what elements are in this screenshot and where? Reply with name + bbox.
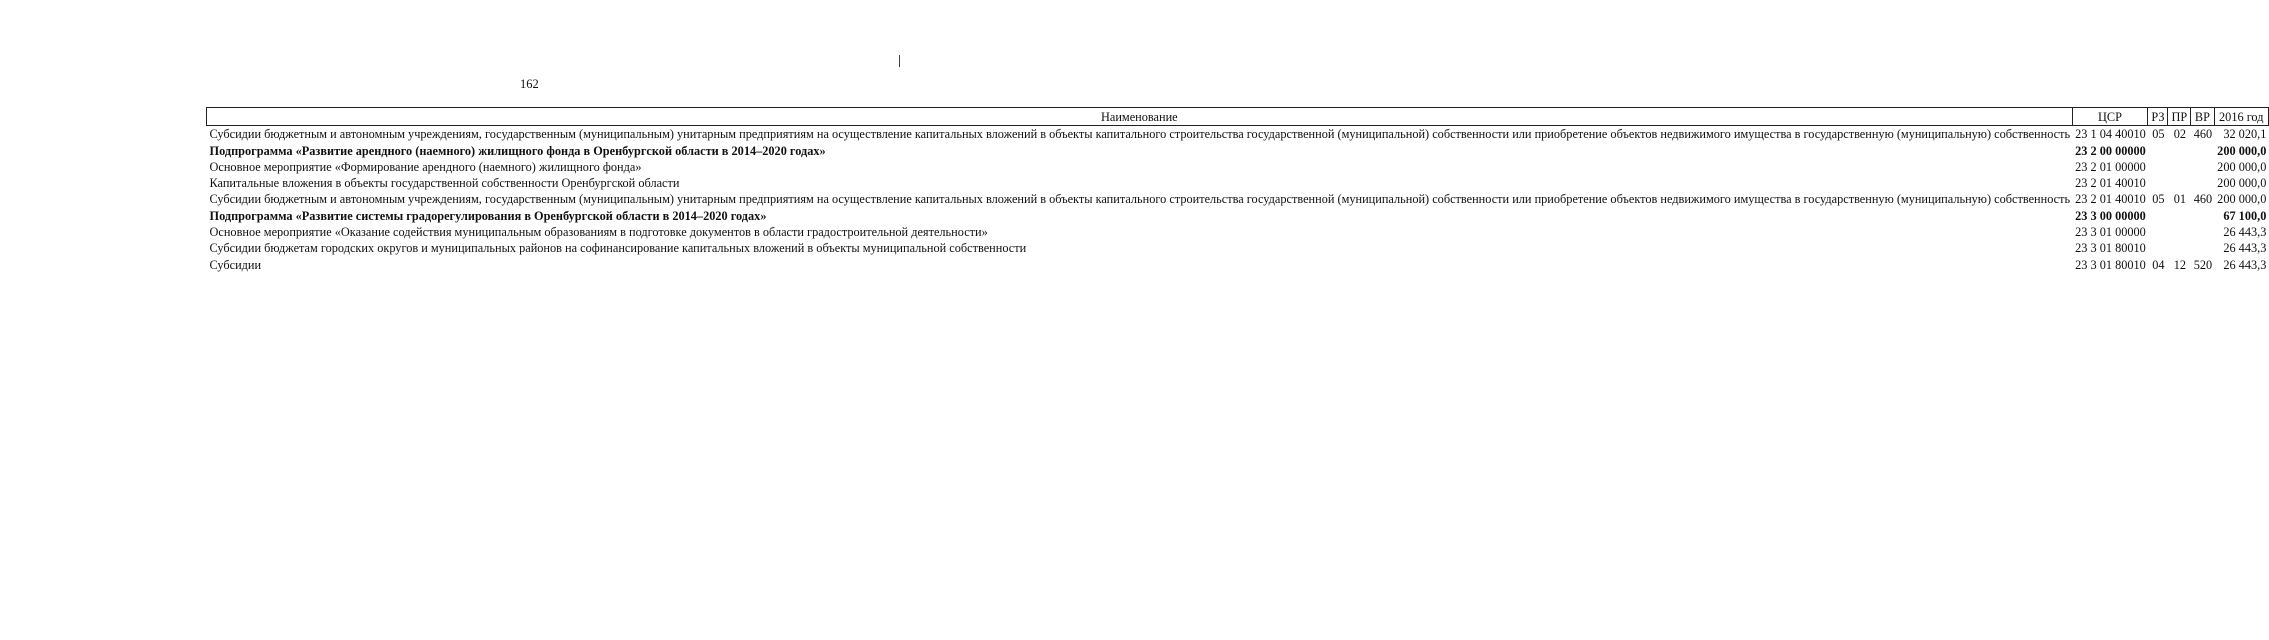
row-name: Капитальные вложения в объекты государственной собственности Оренбургской области — [209, 176, 680, 191]
row-pr: 01 — [2173, 192, 2186, 207]
row-rz — [2148, 224, 2168, 240]
header-pr: ПР — [2168, 108, 2191, 126]
row-name: Подпрограмма «Развитие арендного (наемного) жилищного фонда в Оренбургской области в 2014–2020 годах» — [209, 143, 826, 158]
row-name: Основное мероприятие «Формирование арендного (наемного) жилищного фонда» — [209, 159, 642, 174]
row-amount: 26 443,3 — [2223, 241, 2267, 256]
row-rz: 05 — [2152, 192, 2165, 207]
table-row — [207, 257, 2269, 273]
row-rz — [2148, 159, 2168, 175]
row-amount: 26 443,3 — [2223, 257, 2267, 272]
row-vr: 460 — [2193, 127, 2213, 142]
row-pr — [2168, 175, 2191, 191]
table-row — [207, 175, 2269, 191]
row-vr — [2191, 240, 2214, 256]
row-csr: 23 3 01 80010 — [2075, 241, 2146, 256]
row-amount: 32 020,1 — [2223, 127, 2267, 142]
table-body — [207, 126, 2269, 273]
row-csr: 23 3 01 00000 — [2075, 225, 2146, 240]
header-vr: ВР — [2191, 108, 2214, 126]
row-amount: 67 100,0 — [2223, 208, 2267, 223]
row-name: Подпрограмма «Развитие системы градорегулирования в Оренбургской области в 2014–2020 годах» — [209, 208, 767, 223]
table-row — [207, 191, 2269, 207]
row-pr — [2168, 159, 2191, 175]
table-row — [207, 240, 2269, 256]
page-number: 162 — [520, 77, 539, 91]
row-vr: 460 — [2193, 192, 2213, 207]
row-pr: 12 — [2173, 257, 2186, 272]
header-csr: ЦСР — [2072, 108, 2148, 126]
table-header-row — [207, 108, 2269, 126]
row-name: Основное мероприятие «Оказание содействия муниципальным образованиям в подготовке документов в области градостроительной деятельности» — [209, 225, 988, 240]
row-vr: 520 — [2193, 257, 2213, 272]
edge-mark — [899, 55, 900, 67]
row-vr — [2191, 175, 2214, 191]
table-row — [207, 224, 2269, 240]
row-rz — [2148, 208, 2168, 224]
row-csr: 23 2 00 00000 — [2075, 143, 2146, 158]
row-name: Субсидии бюджетам городских округов и муниципальных районов на софинансирование капитальных вложений в объекты муниципальной собственности — [209, 241, 1027, 256]
row-csr: 23 3 01 80010 — [2075, 257, 2146, 272]
row-vr — [2191, 224, 2214, 240]
row-pr — [2168, 143, 2191, 159]
row-pr — [2168, 240, 2191, 256]
row-csr: 23 2 01 40010 — [2075, 176, 2146, 191]
row-rz — [2148, 143, 2168, 159]
header-amount: 2016 год — [2214, 108, 2268, 126]
row-rz — [2148, 175, 2168, 191]
table-row — [207, 208, 2269, 224]
row-rz: 04 — [2152, 257, 2165, 272]
row-amount: 26 443,3 — [2223, 225, 2267, 240]
row-amount: 200 000,0 — [2217, 176, 2267, 191]
row-vr — [2191, 143, 2214, 159]
row-rz — [2148, 240, 2168, 256]
row-rz: 05 — [2152, 127, 2165, 142]
row-name: Субсидии — [209, 257, 262, 272]
row-csr: 23 3 00 00000 — [2075, 208, 2146, 223]
row-vr — [2191, 208, 2214, 224]
row-amount: 200 000,0 — [2217, 192, 2267, 207]
row-amount: 200 000,0 — [2217, 159, 2267, 174]
row-name: Субсидии бюджетным и автономным учреждениям, государственным (муниципальным) унитарным предприятиям на осуществление капитальных вложений в объекты капитального строительства государственной (муниципальной) собственности или приобретение объектов недвижимого имущества в государственную (муниципальную) собственность — [209, 127, 2071, 142]
row-vr — [2191, 159, 2214, 175]
row-csr: 23 2 01 00000 — [2075, 159, 2146, 174]
row-name: Субсидии бюджетным и автономным учреждениям, государственным (муниципальным) унитарным предприятиям на осуществление капитальных вложений в объекты капитального строительства государственной (муниципальной) собственности или приобретение объектов недвижимого имущества в государственную (муниципальную) собственность — [209, 192, 2071, 207]
table-row — [207, 159, 2269, 175]
header-name: Наименование — [207, 108, 2073, 126]
row-amount: 200 000,0 — [2217, 143, 2267, 158]
row-pr — [2168, 208, 2191, 224]
row-csr: 23 1 04 40010 — [2075, 127, 2146, 142]
budget-table — [206, 107, 2269, 273]
row-csr: 23 2 01 40010 — [2075, 192, 2146, 207]
row-pr — [2168, 224, 2191, 240]
table-row — [207, 126, 2269, 143]
row-pr: 02 — [2173, 127, 2186, 142]
table-row — [207, 143, 2269, 159]
header-rz: РЗ — [2148, 108, 2168, 126]
